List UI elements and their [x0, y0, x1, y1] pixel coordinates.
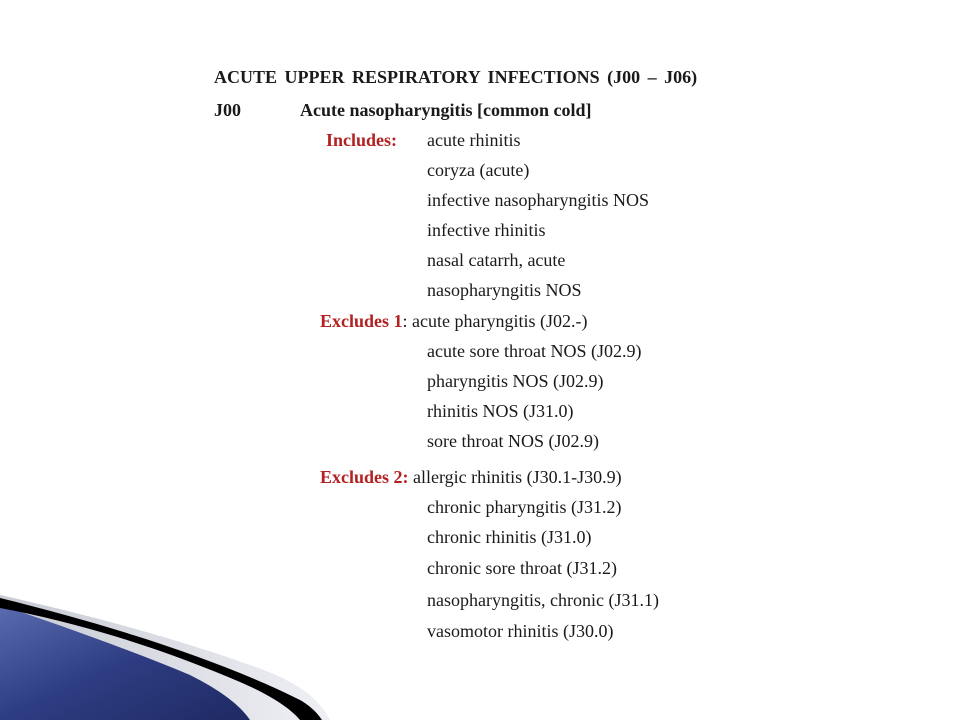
excludes2-item: allergic rhinitis (J30.1-J30.9) — [413, 467, 622, 487]
excludes1-item: acute pharyngitis (J02.-) — [412, 311, 588, 331]
excludes1-item: sore throat NOS (J02.9) — [427, 431, 599, 451]
includes-item: nasopharyngitis NOS — [427, 280, 582, 300]
excludes1-row — [320, 310, 587, 332]
includes-label: Includes: — [326, 130, 398, 150]
excludes2-item: vasomotor rhinitis (J30.0) — [427, 621, 614, 641]
code-label: J00 — [214, 100, 241, 120]
includes-item: coryza (acute) — [427, 160, 530, 180]
swoosh-black-stroke — [0, 598, 322, 720]
excludes2-item: chronic rhinitis (J31.0) — [427, 527, 592, 547]
swoosh-blue-band — [0, 605, 250, 720]
excludes1-item: acute sore throat NOS (J02.9) — [427, 341, 642, 361]
includes-item: infective rhinitis — [427, 220, 546, 240]
excludes1-label: Excludes 1 — [320, 311, 403, 331]
excludes2-item: chronic pharyngitis (J31.2) — [427, 497, 622, 517]
excludes1-item: rhinitis NOS (J31.0) — [427, 401, 574, 421]
excludes2-row — [320, 466, 622, 488]
excludes1-item: pharyngitis NOS (J02.9) — [427, 371, 604, 391]
code-title: Acute nasopharyngitis [common cold] — [300, 100, 592, 120]
excludes2-item: chronic sore throat (J31.2) — [427, 558, 617, 578]
swoosh-grey-band — [0, 595, 330, 720]
includes-item: nasal catarrh, acute — [427, 250, 566, 270]
section-heading: ACUTE UPPER RESPIRATORY INFECTIONS (J00 – J06) — [214, 67, 698, 87]
excludes2-label: Excludes 2: — [320, 467, 409, 487]
excludes2-item: nasopharyngitis, chronic (J31.1) — [427, 590, 659, 610]
includes-item: infective nasopharyngitis NOS — [427, 190, 649, 210]
excludes1-separator: : — [402, 311, 408, 331]
includes-item: acute rhinitis — [427, 130, 521, 150]
